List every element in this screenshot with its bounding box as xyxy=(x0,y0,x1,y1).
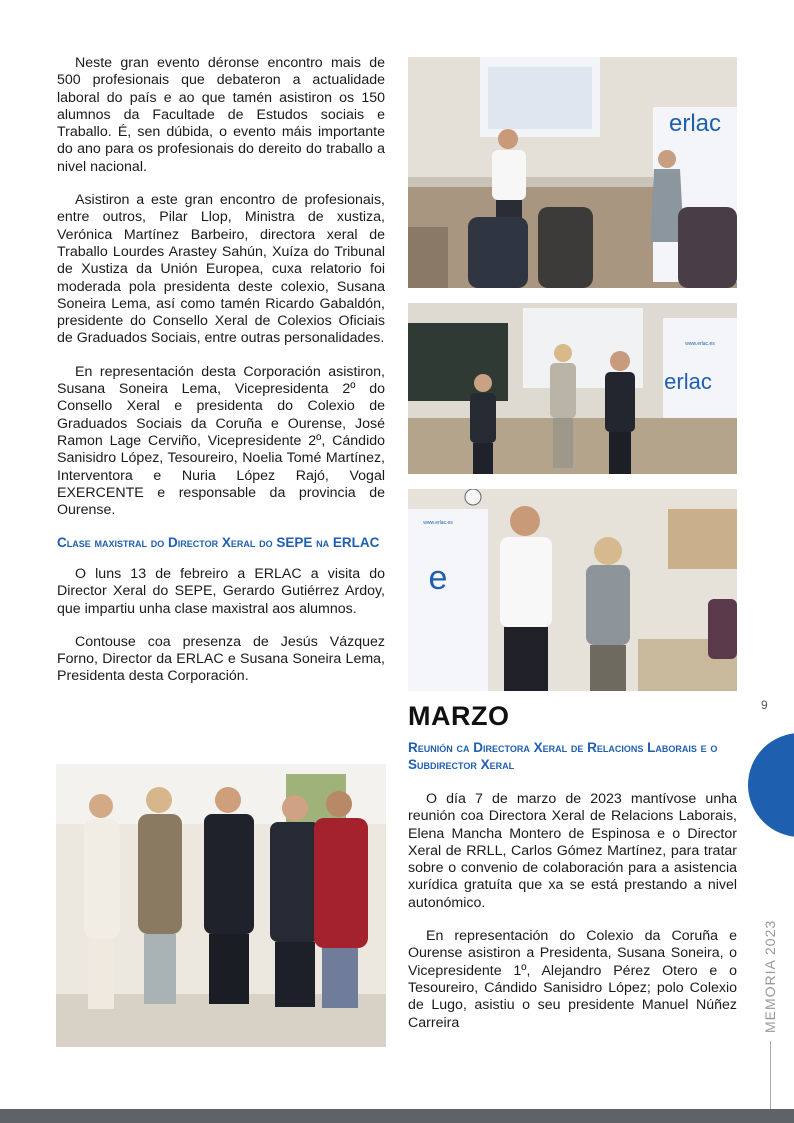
banner-logo: erlac xyxy=(664,369,712,394)
month-heading: MARZO xyxy=(408,701,510,731)
paragraph: O día 7 de marzo de 2023 mantívose unha reunión coa Directora Xeral de Relacions Laborais, Elena Mancha Montero de Espinosa e o Director Xeral de RRLL, Carlos Gómez Martínez, para tratar sobre o convenio de colaboración para a asistencia xurídica gratuíta que xa se está prestando a nivel autonómico. xyxy=(408,791,737,911)
side-divider xyxy=(770,1041,771,1109)
paragraph: En representación do Colexio da Coruña e Ourense asistiron a Presidenta, Susana Soneira, o Vicepresidente 1º, Alejandro Pérez Otero e o Tesoureiro, Cándido Sanisidro López; polo Colexio de Lugo, asistiu o seu presidente Manuel Núñez Carreira xyxy=(408,928,737,1031)
banner-logo: erlac xyxy=(668,110,722,137)
photo-speaker-microphone xyxy=(408,489,737,691)
section-subheading: Clase maxistral do Director Xeral do SEPE na ERLAC xyxy=(57,535,380,551)
paragraph: En representación desta Corporación asistiron, Susana Soneira Lema, Vicepresidenta 2º do Consello Xeral e presidenta do Colexio de Graduados Sociais da Coruña e Ourense, José Ramon Lage Cerviño, Vicepresidente 2º, Cándido Sanisidro López, Tesoureiro, Noelia Tomé Martínez, Interventora e Nuria López Rajó, Vogal EXERCENTE e responsable da provincia de Ourense. xyxy=(57,363,385,519)
footer-bar xyxy=(0,1109,794,1123)
photo-lecture-speaker xyxy=(408,57,737,288)
banner-url: www.erlac.es xyxy=(685,341,715,347)
page-number: 9 xyxy=(761,698,768,712)
banner-url: www.erlac.es xyxy=(423,520,453,526)
section-subheading: Reunión ca Directora Xeral de Relacions Laborais e o Subdirector Xeral xyxy=(408,740,718,772)
paragraph: Asistiron a este gran encontro de profesionais, entre outros, Pilar Llop, Ministra de xustiza, Verónica Martínez Barbeiro, directora xeral de Traballo Lourdes Arastey Sahún, Xuíza do Tribunal de Xustiza da Unión Europea, cuxa relatorio foi moderada pola presidenta deste colexio, Susana Soneira Lema, así como tamén Ricardo Gabaldón, presidente do Consello Xeral de Colexios Oficiais de Graduados Sociais, entre outras personalidades. xyxy=(57,192,385,347)
decorative-circle xyxy=(748,733,794,837)
side-label: MEMORIA 2023 xyxy=(762,919,778,1033)
paragraph: Neste gran evento déronse encontro mais de 500 profesionais que debateron a actualidade laboral do país e ao que tamén asistiron os 150 alumnos da Facultade de Estudos sociais e Traballo. É, sen dúbida, o evento máis importante do ano para os profesionais do dereito do traballo a nivel nacional. xyxy=(57,55,385,175)
paragraph: Contouse coa presenza de Jesús Vázquez Forno, Director da ERLAC e Susana Soneira Lema, Presidenta desta Corporación. xyxy=(57,633,385,685)
right-text-column xyxy=(408,701,737,1048)
left-text-column xyxy=(57,55,385,702)
svg-text:e: e xyxy=(428,559,448,597)
photo-presenters-group xyxy=(408,303,737,474)
paragraph: O luns 13 de febreiro a ERLAC a visita do Director Xeral do SEPE, Gerardo Gutiérrez Ardoy, que impartiu unha clase maxistral aos alumnos. xyxy=(57,565,385,617)
photo-group-visit xyxy=(56,764,386,1047)
